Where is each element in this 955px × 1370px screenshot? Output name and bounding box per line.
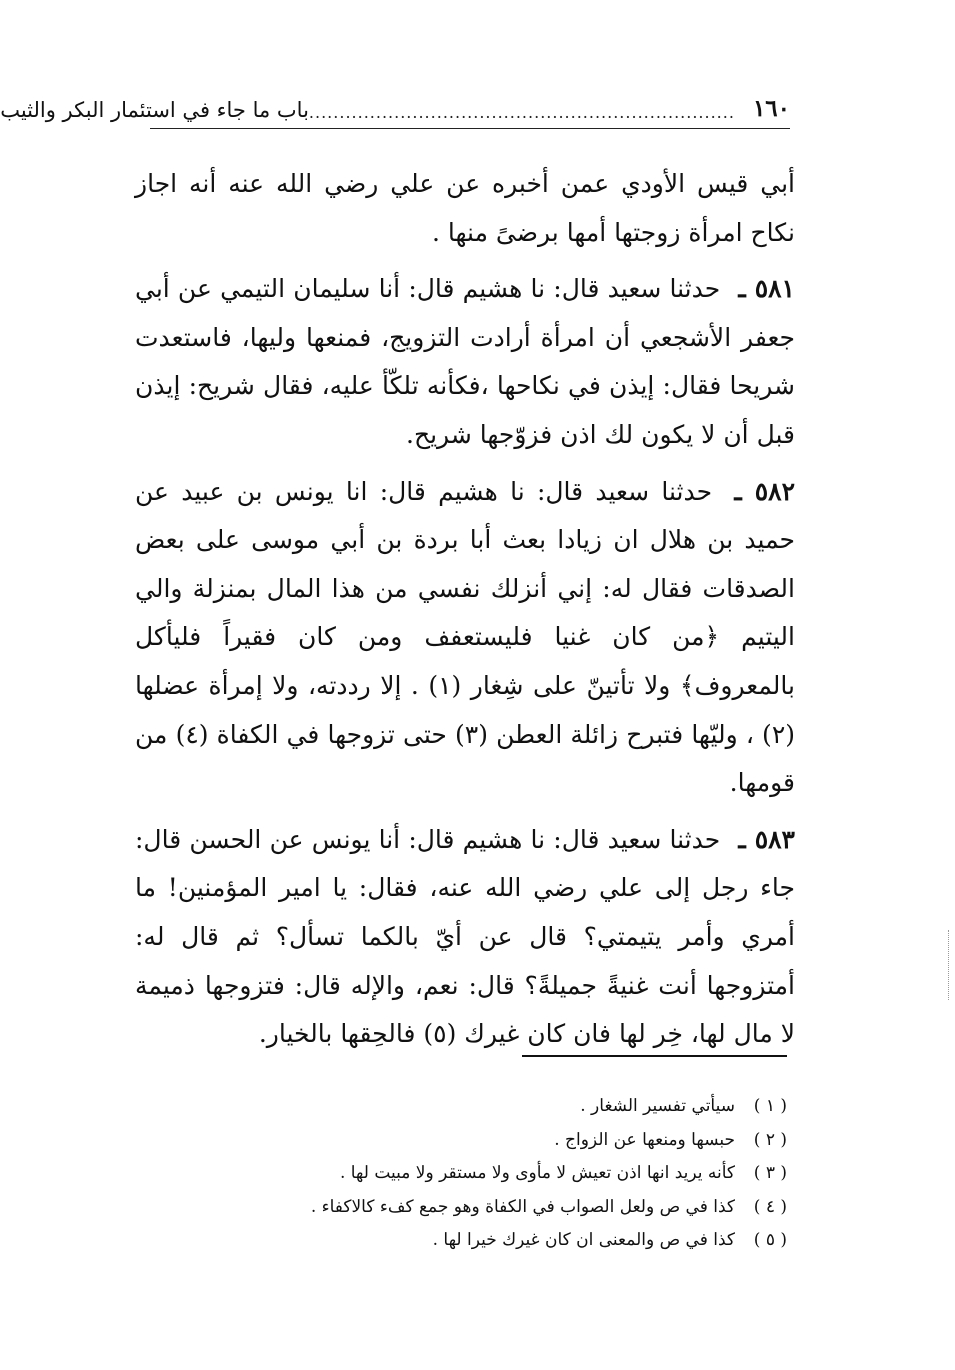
footnote: [167, 1090, 787, 1124]
hadith-number: ٥٨١ ـ: [738, 274, 795, 304]
footnotes: [167, 1090, 787, 1258]
hadith-paragraph: [135, 816, 795, 1059]
footnote-text: كأنه يريد انها اذن تعيش لا مأوى ولا مستقر ولا مبيت لها .: [339, 1163, 735, 1183]
main-text: [135, 160, 795, 1067]
footnote-text: كذا في ص ولعل الصواب في الكفاة وهو جمع كفء كالاكفاء .: [310, 1196, 735, 1217]
footnote-number: ( ٥ ): [753, 1230, 787, 1250]
footnote: [167, 1224, 787, 1258]
footnote-text: سيأتي تفسير الشغار .: [580, 1096, 735, 1116]
page-number: ١٦٠: [752, 95, 790, 122]
running-title: باب ما جاء في استئمار البكر والثيب: [0, 98, 309, 122]
hadith-paragraph: [135, 468, 795, 808]
hadith-paragraph: [135, 265, 795, 459]
hadith-text: حدثنا سعيد قال: نا هشيم قال: أنا يونس عن الحسن قال: جاء رجل إلى علي رضي الله عنه، فقال: يا امير المؤمنين! ما أمري وأمر يتيمتي؟ قال عن أيّ بالكما تسأل؟ ثم قال له: أمتزوجها أنت غنيةً جميلةً؟ قال: نعم، والإله قال: فتزوجها ذميمة لا مال لها، خِر لها فان كان غيرك (٥) فالحِقها بالخيار.: [135, 824, 795, 1049]
hadith-number: ٥٨٢ ـ: [734, 476, 796, 506]
page-header: [0, 82, 790, 129]
footnote: [167, 1191, 787, 1225]
footnote-text: حبسها ومنعها عن الزواج .: [554, 1129, 735, 1150]
header-dot-leader: ......................................................................: [308, 103, 735, 122]
hadith-number: ٥٨٣ ـ: [738, 824, 795, 854]
footnote-number: ( ٣ ): [753, 1163, 787, 1183]
hadith-text: حدثنا سعيد قال: نا هشيم قال: انا يونس بن عبيد عن حميد بن هلال ان زيادا بعث أبا بردة بن أبي موسى على بعض الصدقات فقال له: إني أنزلك نفسي من هذا المال بمنزلة والي اليتيم ﴿من كان غنيا فليستعفف ومن كان فقيراً فليأكل بالمعروف﴾ ولا تأتينّ على شِغار (١) . إلا رددته، ولا إمرأة عضلها (٢) ، وليّها فتبرح زائلة العطن (٣) حتى تزوجها في الكفاة (٤) من قومها.: [135, 476, 796, 798]
scan-edge-mark: [948, 930, 950, 1000]
footnote-number: ( ١ ): [753, 1096, 787, 1116]
footnote: [167, 1124, 787, 1158]
footnote: [167, 1157, 787, 1191]
continuation-paragraph: أبي قيس الأودي عمن أخبره عن علي رضي الله عنه أنه اجاز نكاح امرأة زوجتها أمها برضىً منها .: [135, 169, 795, 247]
footnote-number: ( ٢ ): [753, 1129, 787, 1150]
footnote-divider: [522, 1055, 787, 1057]
footnote-text: كذا في ص والمعنى ان كان غيرك خيرا لها .: [432, 1230, 735, 1250]
footnote-number: ( ٤ ): [753, 1196, 787, 1217]
hadith-text: حدثنا سعيد قال: نا هشيم قال: أنا سليمان التيمي عن أبي جعفر الأشجعي أن امرأة أرادت التزويج، فمنعها وليها، فاستعدت شريحا فقال: إيذن في نكاحها ،فكأنه تلكّأ عليه، فقال شريح: إيذن قبل أن لا يكون لك اذن فزوّجها شريح.: [135, 274, 795, 449]
